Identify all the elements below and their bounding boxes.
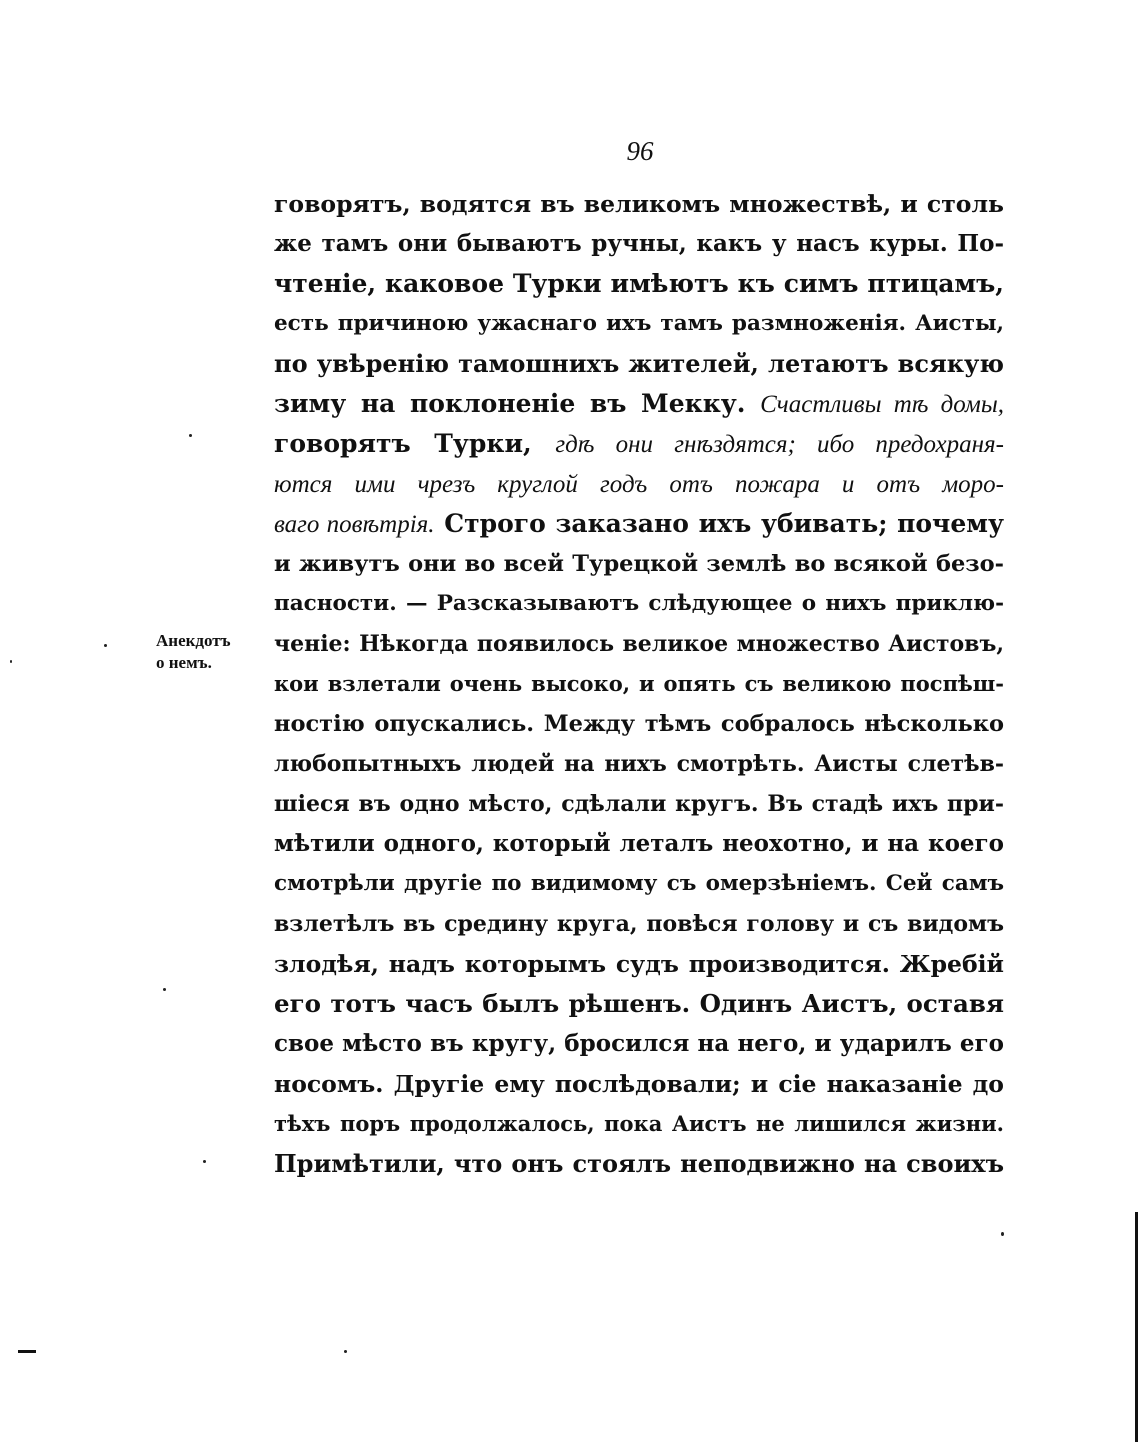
text-line: тѣхъ поръ продолжалось, пока Аистъ не лишился жизни. [274,1111,1004,1136]
text-line: его тотъ часъ былъ рѣшенъ. Одинъ Аистъ, оставя [274,989,1004,1018]
text-line: смотрѣли другіе по видимому съ омерзѣніемъ. Сей самъ [274,871,1004,896]
text-line: носомъ. Другіе ему послѣдовали; и сіе наказаніе до [274,1070,1004,1098]
scan-speck [1001,1232,1004,1236]
text-line: взлетѣлъ въ средину круга, повѣся голову и съ видомъ [274,911,1004,937]
text-line: мѣтили одного, который леталъ неохотно, и на коего [274,830,1004,857]
text-line: ваго повѣтрія. Строго заказано ихъ убивать; почему [274,509,1004,538]
scan-edge-mark [1135,1212,1138,1442]
text-line: кои взлетали очень высоко, и опять съ великою поспѣш- [274,671,1004,696]
text-line: ностію опускались. Между тѣмъ собралось нѣсколько [274,711,1004,737]
text-line: ченіе: Нѣкогда появилось великое множество Аистовъ, [274,631,1004,657]
text-line: говорятъ, водятся въ великомъ множествѣ, и столь [274,190,1004,218]
text-line: пасности. — Разсказываютъ слѣдующее о нихъ приклю- [274,591,1004,616]
italic-quote: ются ими чрезъ круглой годъ отъ пожара и отъ моро- [274,471,1004,498]
scan-speck [104,644,107,647]
text-line: злодѣя, надъ которымъ судъ производится. Жребій [274,950,1004,978]
text-line [274,464,1004,504]
scan-speck [163,988,166,991]
text-line: говорятъ Турки, гдѣ они гнѣздятся; ибо предохраня- [274,429,1004,458]
text-line: же тамъ они бываютъ ручны, какъ у насъ куры. По- [274,230,1004,257]
body-text [274,184,1004,1184]
scan-speck [189,434,192,437]
text-line: любопытныхъ людей на нихъ смотрѣть. Аисты слетѣв- [274,751,1004,777]
scan-edge-mark [18,1350,36,1353]
scan-speck [344,1350,347,1353]
text-line: чтеніе, каковое Турки имѣютъ къ симъ птицамъ, [274,269,1004,298]
margin-note [156,630,231,674]
italic-quote: Счастливы тѣ домы, [760,391,1004,418]
text-line: Примѣтили, что онъ стоялъ неподвижно на своихъ [274,1149,1004,1178]
text-line: и живутъ они во всей Турецкой землѣ во всякой безо- [274,551,1004,577]
margin-note-line-1: Анекдотъ [156,631,231,650]
scan-speck [10,660,12,663]
scan-speck [203,1160,206,1163]
text-line: по увѣренію тамошнихъ жителей, летаютъ всякую [274,349,1004,378]
page-number: 96 [626,136,654,166]
italic-quote: ваго повѣтрія. [274,511,435,538]
text-line: зиму на поклоненіе въ Мекку. Счастливы тѣ домы, [274,389,1004,418]
text-line: свое мѣсто въ кругу, бросился на него, и ударилъ его [274,1030,1004,1057]
text-line: шіеся въ одно мѣсто, сдѣлали кругъ. Въ стадѣ ихъ при- [274,791,1004,817]
italic-quote: гдѣ они гнѣздятся; ибо предохраня- [555,431,1004,458]
text-line: есть причиною ужаснаго ихъ тамъ размноженія. Аисты, [274,311,1004,336]
margin-note-line-2: о немъ. [156,653,212,672]
